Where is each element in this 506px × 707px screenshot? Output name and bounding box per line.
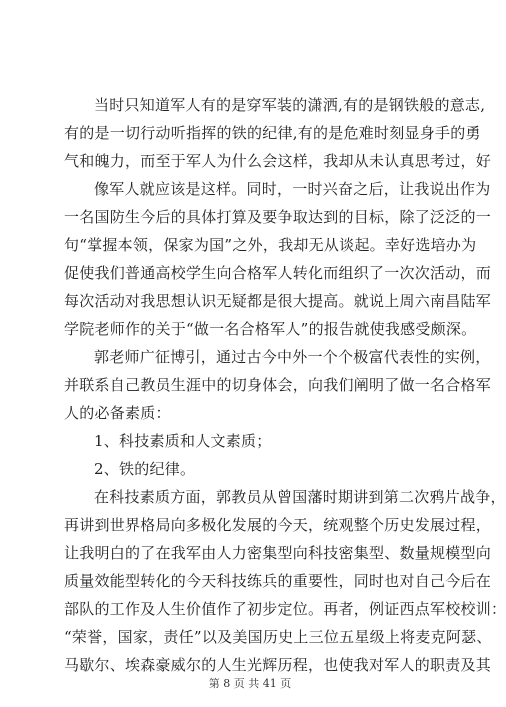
text-line: 让我明白的了在我军由人力密集型向科技密集型、数量规模型向 (64, 544, 492, 562)
document-body (64, 91, 506, 679)
text-line: “荣誉，国家，责任”以及美国历史上三位五星级上将麦克阿瑟、 (64, 628, 492, 646)
page-number-footer: 第 8 页 共 41 页 (208, 677, 292, 690)
text-line: 人的必备素质： (64, 404, 171, 422)
text-line: 质量效能型转化的今天科技练兵的重要性，同时也对自己今后在 (64, 572, 492, 590)
list-item: 1、科技素质和人文素质； (94, 432, 272, 450)
text-line: 再讲到世界格局向多极化发展的今天，统观整个历史发展过程， (64, 516, 492, 534)
text-line: 句“掌握本领，保家为国”之外，我却无从谈起。幸好选培办为 (64, 236, 477, 254)
text-line: 当时只知道军人有的是穿军装的潇洒,有的是钢铁般的意志, (94, 96, 486, 114)
text-line: 马歇尔、埃森豪威尔的人生光辉历程，也使我对军人的职责及其 (64, 656, 492, 674)
text-line: 在科技素质方面，郭教员从曾国藩时期讲到第二次鸦片战争， (94, 488, 506, 506)
text-line: 像军人就应该是这样。同时，一时兴奋之后，让我说出作为 (94, 180, 491, 198)
text-line: 气和魄力，而至于军人为什么会这样，我却从未认真思考过，好 (64, 152, 492, 170)
text-line: 郭老师广征博引，通过古今中外一个个极富代表性的实例， (94, 348, 491, 366)
text-line: 促使我们普通高校学生向合格军人转化而组织了一次次活动，而 (64, 264, 492, 282)
text-line: 学院老师作的关于“做一名合格军人”的报告就使我感受颇深。 (64, 320, 477, 338)
text-line: 一名国防生今后的具体打算及要争取达到的目标，除了泛泛的一 (64, 208, 492, 226)
text-line: 有的是一切行动听指挥的铁的纪律,有的是危难时刻显身手的勇 (64, 124, 481, 142)
text-line: 每次活动对我思想认识无疑都是很大提高。就说上周六南昌陆军 (64, 292, 492, 310)
text-line: 并联系自己教员生涯中的切身体会，向我们阐明了做一名合格军 (64, 376, 492, 394)
list-item: 2、铁的纪律。 (94, 460, 196, 478)
text-line: 部队的工作及人生价值作了初步定位。再者，例证西点军校校训： (64, 600, 506, 618)
